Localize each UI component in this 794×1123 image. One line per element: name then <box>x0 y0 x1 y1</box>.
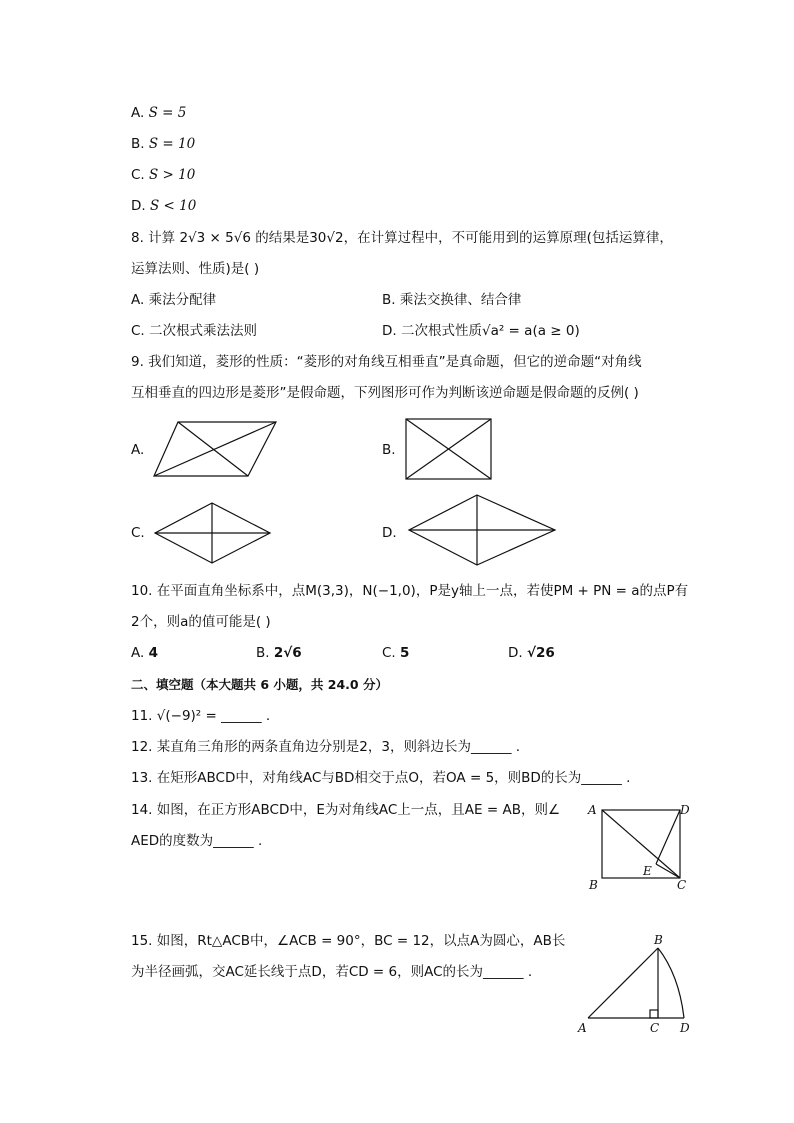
q9-figure-a-parallelogram <box>150 420 280 480</box>
q9-option-d-label: D. <box>382 525 397 541</box>
q9-figure-c-kite <box>150 500 275 570</box>
q15-point-c: C <box>650 1021 660 1035</box>
q9-figure-d-rhombus <box>405 492 560 572</box>
q10-stem-line2: 2个，则a的值可能是( ) <box>131 614 271 630</box>
q9-stem-line2: 互相垂直的四边形是菱形”是假命题，下列图形可作为判断该逆命题是假命题的反例( ) <box>131 385 639 401</box>
q11: 11. √(−9)² = ______ . <box>131 708 271 724</box>
q14-point-e: E <box>643 864 652 878</box>
q14-point-d: D <box>680 803 690 817</box>
q15-point-d: D <box>680 1021 690 1035</box>
q8-option-d: D. 二次根式性质√a² = a(a ≥ 0) <box>382 323 580 339</box>
q14-point-b: B <box>589 878 598 892</box>
q9-option-b-label: B. <box>382 442 396 458</box>
q10-option-c: C. 5 <box>382 645 410 661</box>
q8-option-b: B. 乘法交换律、结合律 <box>382 292 522 308</box>
q7-option-d: D. S < 10 <box>131 198 197 214</box>
q8-stem-line2: 运算法则、性质)是( ) <box>131 261 260 277</box>
q8-option-c: C. 二次根式乘法法则 <box>131 323 258 339</box>
q10-option-a: A. 4 <box>131 645 158 661</box>
section-heading-fill-in: 二、填空题（本大题共 6 小题，共 24.0 分） <box>131 677 388 692</box>
q7-option-c: C. S > 10 <box>131 167 196 183</box>
q9-figure-b-rectangle <box>405 418 495 482</box>
q12: 12. 某直角三角形的两条直角边分别是2，3，则斜边长为______ . <box>131 739 521 755</box>
q15-triangle-arc-figure <box>574 930 699 1038</box>
q10-option-d: D. √26 <box>508 645 555 661</box>
q14-point-c: C <box>677 878 687 892</box>
q10-option-b: B. 2√6 <box>256 645 302 661</box>
q15-stem-line1: 15. 如图，Rt△ACB中，∠ACB = 90°，BC = 12，以点A为圆心，AB长 <box>131 933 566 949</box>
q9-stem-line1: 9. 我们知道，菱形的性质：“菱形的对角线互相垂直”是真命题，但它的逆命题“对角线 <box>131 354 642 370</box>
q10-stem-line1: 10. 在平面直角坐标系中，点M(3,3)，N(−1,0)，P是y轴上一点，若使PM + PN = a的点P有 <box>131 583 689 599</box>
q15-point-a: A <box>578 1021 587 1035</box>
q9-option-a-label: A. <box>131 442 145 458</box>
q14-square-figure <box>580 798 700 896</box>
q15-stem-line2: 为半径画弧，交AC延长线于点D，若CD = 6，则AC的长为______ . <box>131 964 533 980</box>
q13: 13. 在矩形ABCD中，对角线AC与BD相交于点O，若OA = 5，则BD的长为______ . <box>131 770 631 786</box>
q15-point-b: B <box>654 933 663 947</box>
q14-stem-line1: 14. 如图，在正方形ABCD中，E为对角线AC上一点，且AE = AB，则∠ <box>131 802 561 818</box>
q8-stem-line1: 8. 计算 2√3 × 5√6 的结果是30√2，在计算过程中，不可能用到的运算原理(包括运算律， <box>131 230 673 246</box>
q14-stem-line2: AED的度数为______ . <box>131 833 263 849</box>
q8-option-a: A. 乘法分配律 <box>131 292 217 308</box>
q14-point-a: A <box>588 803 597 817</box>
q7-option-b: B. S = 10 <box>131 136 196 152</box>
q7-option-a: A. S = 5 <box>131 105 187 121</box>
q9-option-c-label: C. <box>131 525 145 541</box>
